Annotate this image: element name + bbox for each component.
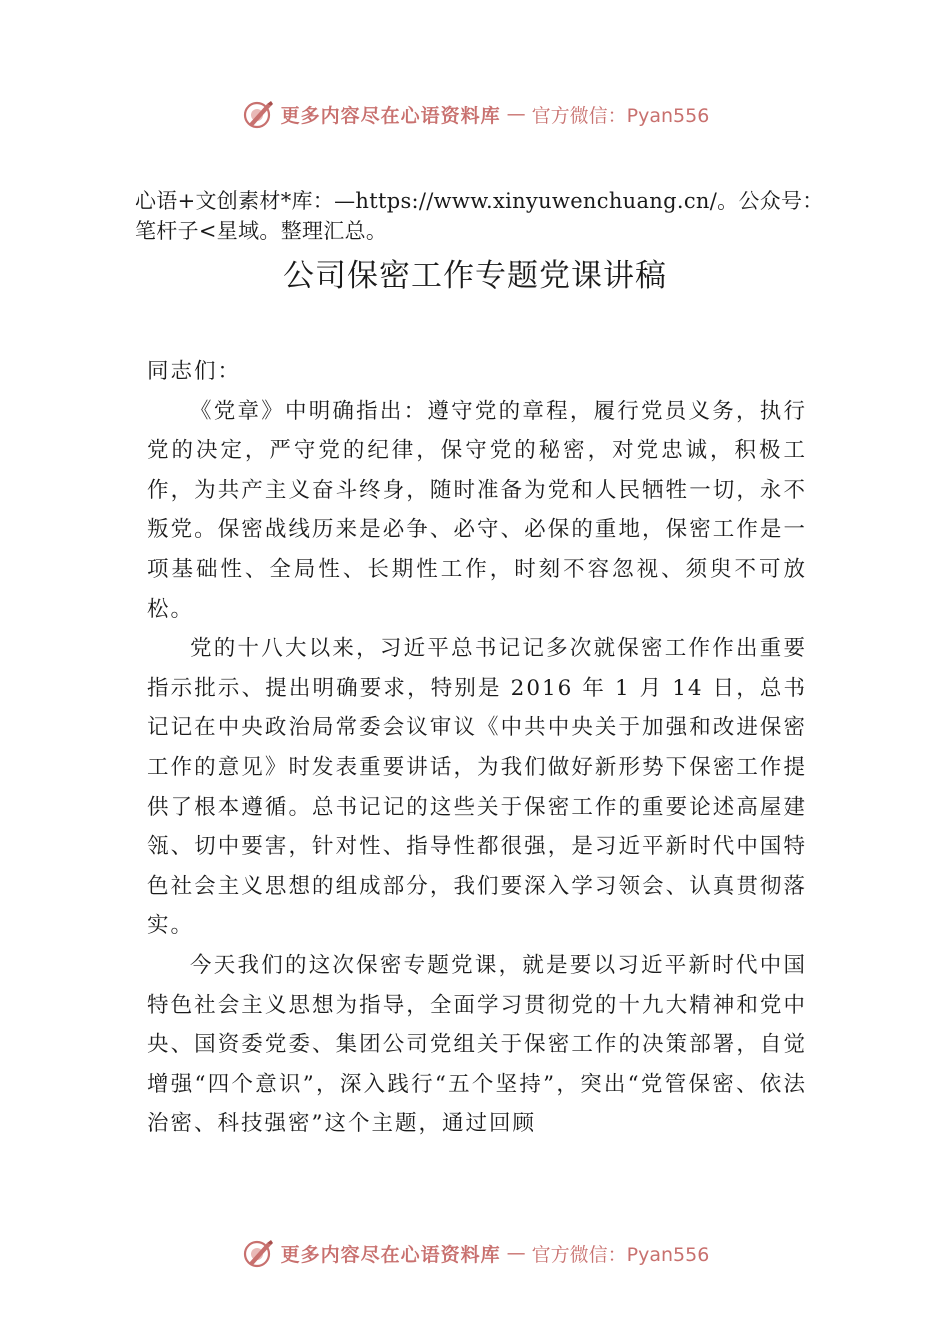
document-body	[147, 352, 807, 1144]
paragraph: 今天我们的这次保密专题党课，就是要以习近平新时代中国特色社会主义思想为指导，全面学习贯彻党的十九大精神和党中央、国资委党委、集团公司党组关于保密工作的决策部署，自觉增强“四个意识”，深入践行“五个坚持”，突出“党管保密、依法治密、科技强密”这个主题，通过回顾	[147, 952, 807, 1137]
watermark-text: 更多内容尽在心语资料库	[280, 1243, 501, 1266]
source-note: 心语+文创素材*库：—https://www.xinyuwenchuang.cn/。公众号：笔杆子<星域。整理汇总。	[135, 189, 824, 243]
watermark-footer	[0, 1233, 950, 1273]
watermark-wechat: 官方微信：Pyan556	[531, 1243, 710, 1266]
paragraph: 《党章》中明确指出：遵守党的章程，履行党员义务，执行党的决定，严守党的纪律，保守党的秘密，对党忠诚，积极工作，为共产主义奋斗终身，随时准备为党和人民牺牲一切，永不叛党。保密战线历来是必争、必守、必保的重地，保密工作是一项基础性、全局性、长期性工作，时刻不容忽视、须臾不可放松。	[147, 398, 807, 622]
document-title: 公司保密工作专题党课讲稿	[283, 258, 667, 294]
watermark-dash: —	[506, 103, 526, 125]
watermark-header	[0, 94, 950, 134]
pen-seal-icon	[241, 97, 275, 131]
watermark-wechat: 官方微信：Pyan556	[531, 104, 710, 127]
paragraph: 党的十八大以来，习近平总书记记多次就保密工作作出重要指示批示、提出明确要求，特别是 2016 年 1 月 14 日，总书记记在中央政治局常委会议审议《中共中央关于加强和改进保密工作的意见》时发表重要讲话，为我们做好新形势下保密工作提供了根本遵循。总书记记的这些关于保密工作的重要论述高屋建瓴、切中要害，针对性、指导性都很强，是习近平新时代中国特色社会主义思想的组成部分，我们要深入学习领会、认真贯彻落实。	[147, 636, 807, 939]
watermark-text: 更多内容尽在心语资料库	[280, 104, 501, 127]
pen-seal-icon	[241, 1236, 275, 1270]
salutation: 同志们：	[147, 359, 242, 384]
watermark-dash: —	[506, 1242, 526, 1264]
